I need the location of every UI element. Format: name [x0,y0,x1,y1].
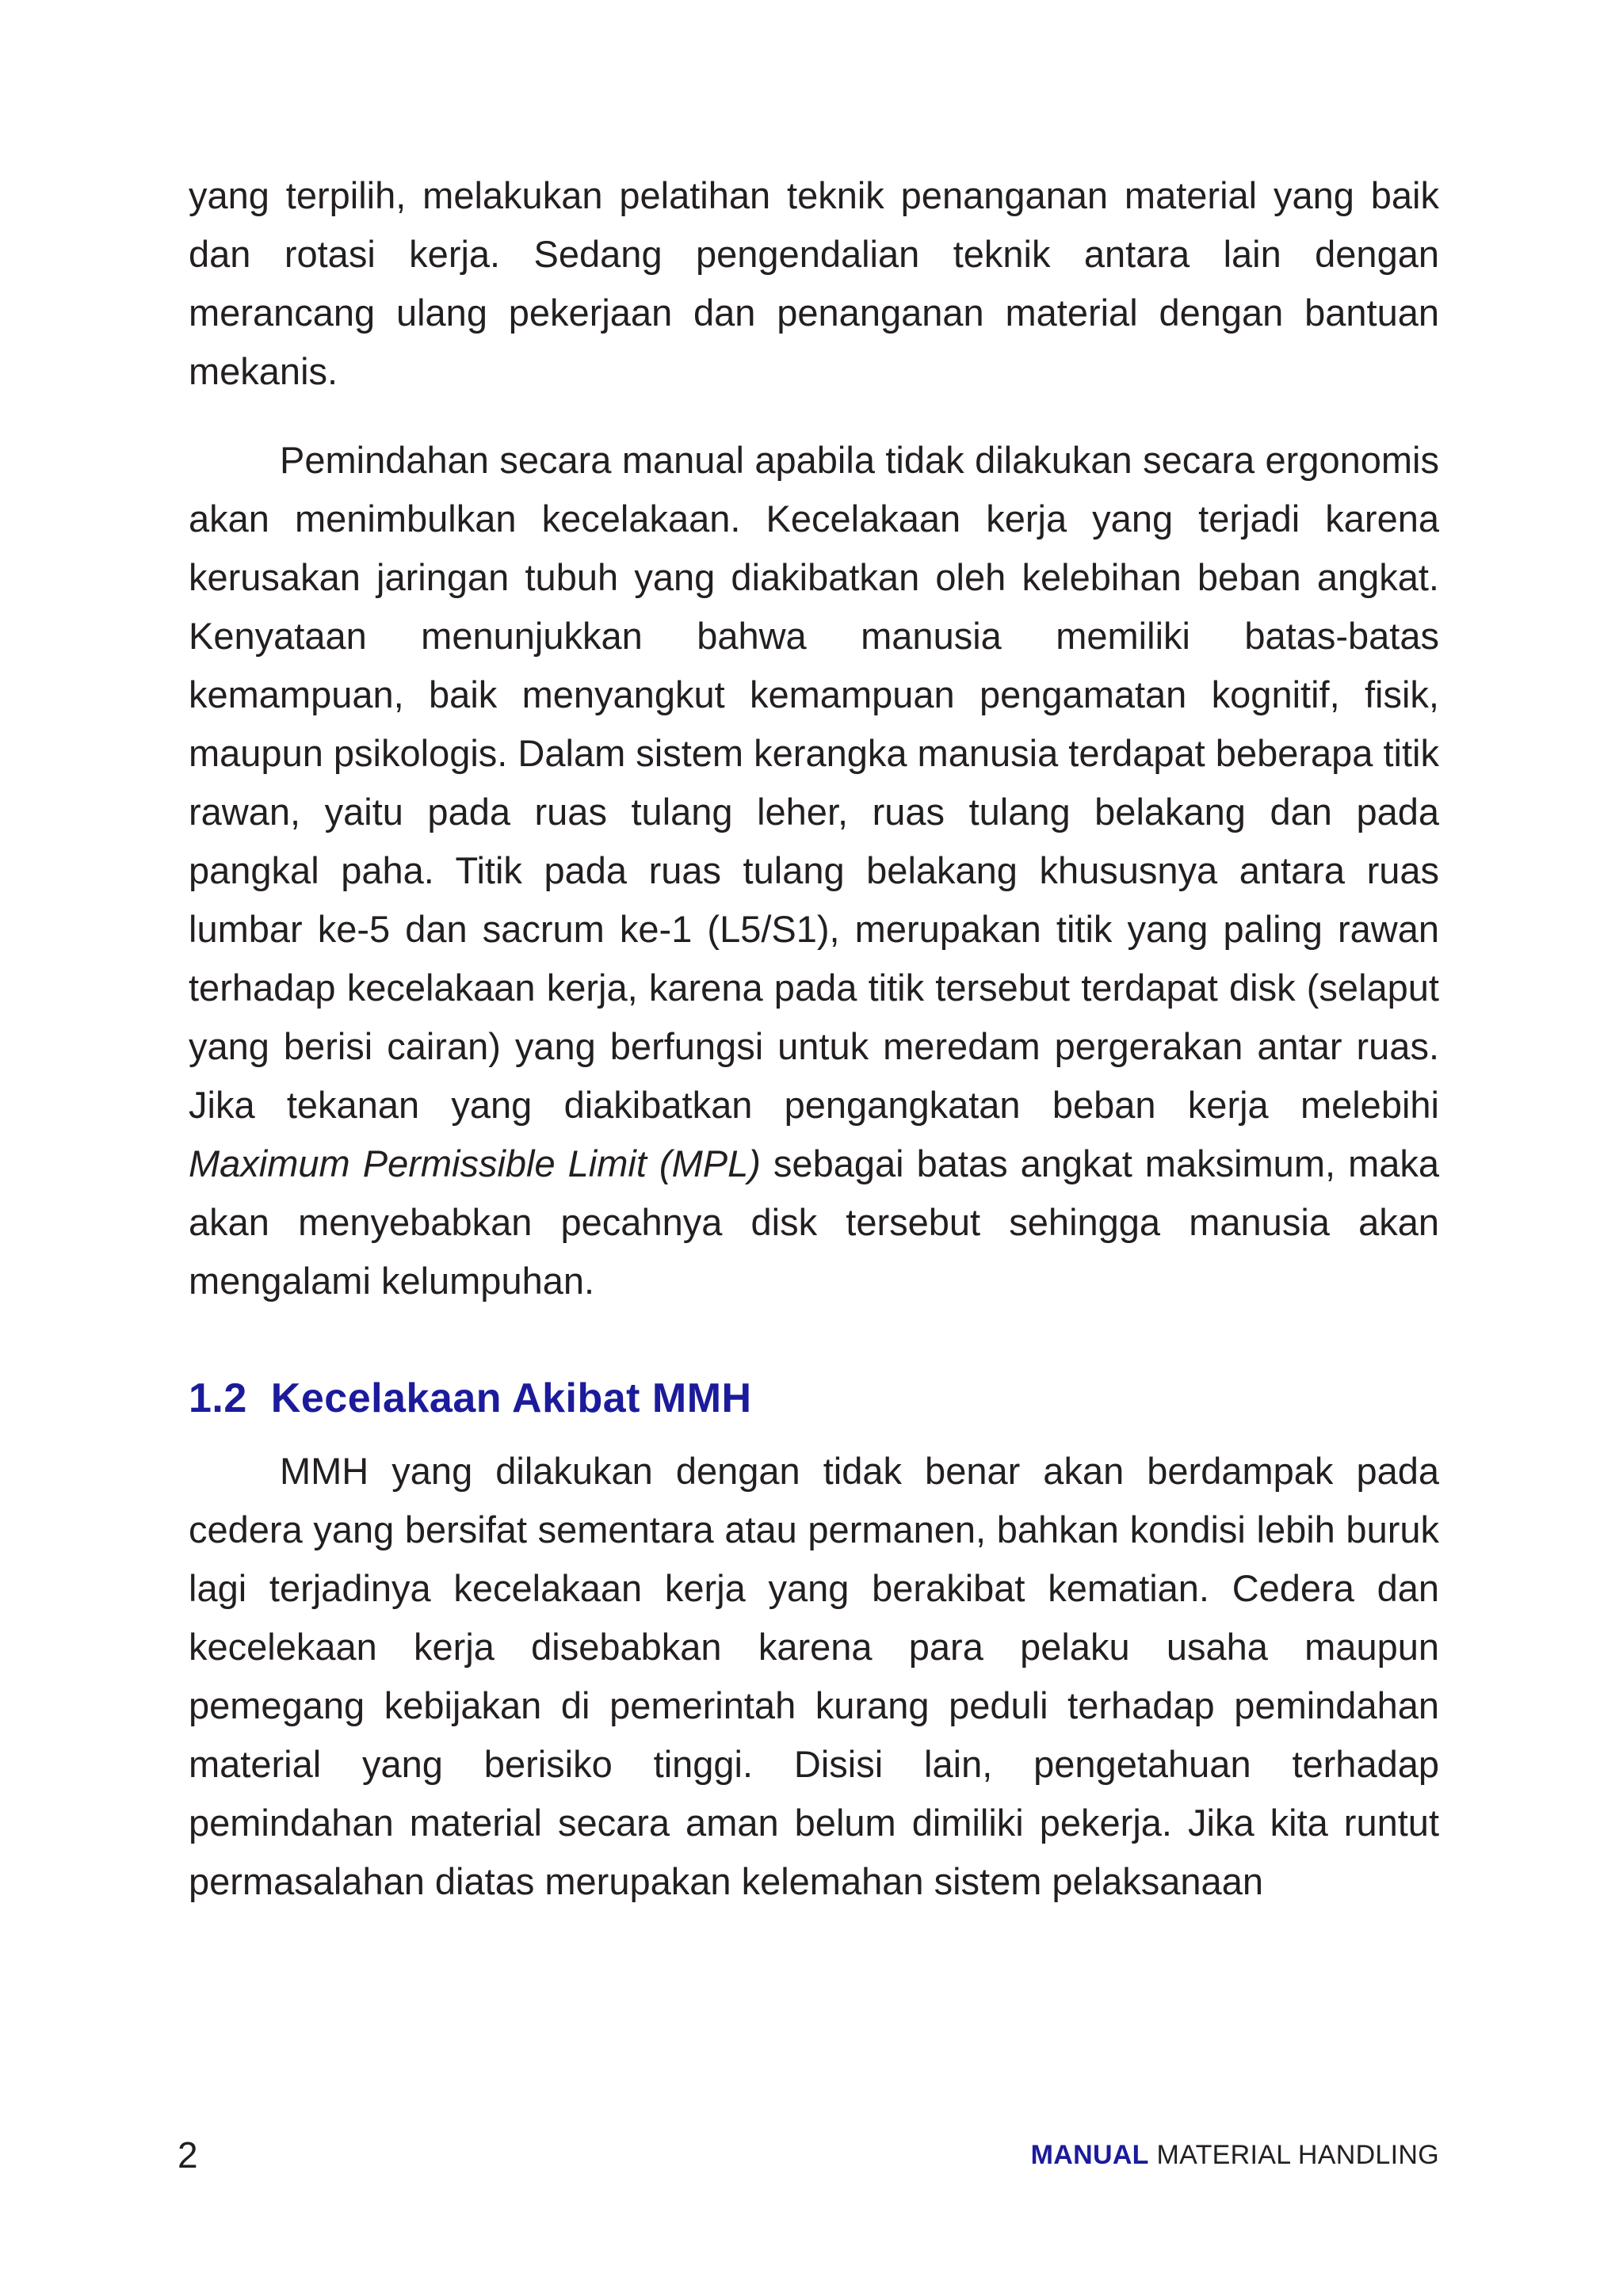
section-heading [189,1369,1439,1428]
paragraph-mmh: MMH yang dilakukan dengan tidak benar akan berdampak pada cedera yang bersifat sementara atau permanen, bahkan kondisi lebih buruk lagi terjadinya kecelakaan kerja yang berakibat kematian. Cedera dan kecelekaan kerja disebabkan karena para pelaku usaha maupun pemegang kebijakan di pemerintah kurang peduli terhadap pemindahan material yang berisiko tinggi. Disisi lain, pengetahuan terhadap pemindahan material secara aman belum dimiliki pekerja. Jika kita runtut permasalahan diatas merupakan kelemahan sistem pelaksanaan [189,1450,1439,1902]
section-number: 1.2 [189,1375,247,1421]
paragraph-mpl-italic-term: Maximum Permissible Limit (MPL) [189,1142,761,1184]
running-footer [1031,2138,1439,2172]
running-footer-title: MATERIAL HANDLING [1148,2140,1439,2170]
page-number: 2 [178,2134,198,2176]
paragraph-mpl-text-1: Pemindahan secara manual apabila tidak dilakukan secara ergonomis akan menimbulkan kecelakaan. Kecelakaan kerja yang terjadi karena kerusakan jaringan tubuh yang diakibatkan oleh kelebihan beban angkat. Kenyataan menunjukkan bahwa manusia memiliki batas-batas kemampuan, baik menyangkut kemampuan pengamatan kognitif, fisik, maupun psikologis. Dalam sistem kerangka manusia terdapat beberapa titik rawan, yaitu pada ruas tulang leher, ruas tulang belakang dan pada pangkal paha. Titik pada ruas tulang belakang khususnya antara ruas lumbar ke-5 dan sacrum ke-1 (L5/S1), merupakan titik yang paling rawan terhadap kecelakaan kerja, karena pada titik tersebut terdapat disk (selaput yang berisi cairan) yang berfungsi untuk meredam pergerakan antar ruas. Jika tekanan yang diakibatkan pengangkatan beban kerja melebihi [189,439,1439,1126]
paragraph-continuation: yang terpilih, melakukan pelatihan teknik penanganan material yang baik dan rotasi kerja. Sedang pengendalian teknik antara lain dengan merancang ulang pekerjaan dan penanganan material dengan bantuan mekanis. [189,174,1439,392]
page-body [189,166,1439,1911]
running-footer-brand: MANUAL [1030,2140,1149,2170]
paragraph-mpl [189,431,1439,1310]
section-title: Kecelakaan Akibat MMH [270,1375,752,1421]
paragraph-mpl-text-2: sebagai batas angkat maksimum, maka akan menyebabkan pecahnya disk tersebut sehingga manusia akan mengalami kelumpuhan. [189,1142,1440,1302]
